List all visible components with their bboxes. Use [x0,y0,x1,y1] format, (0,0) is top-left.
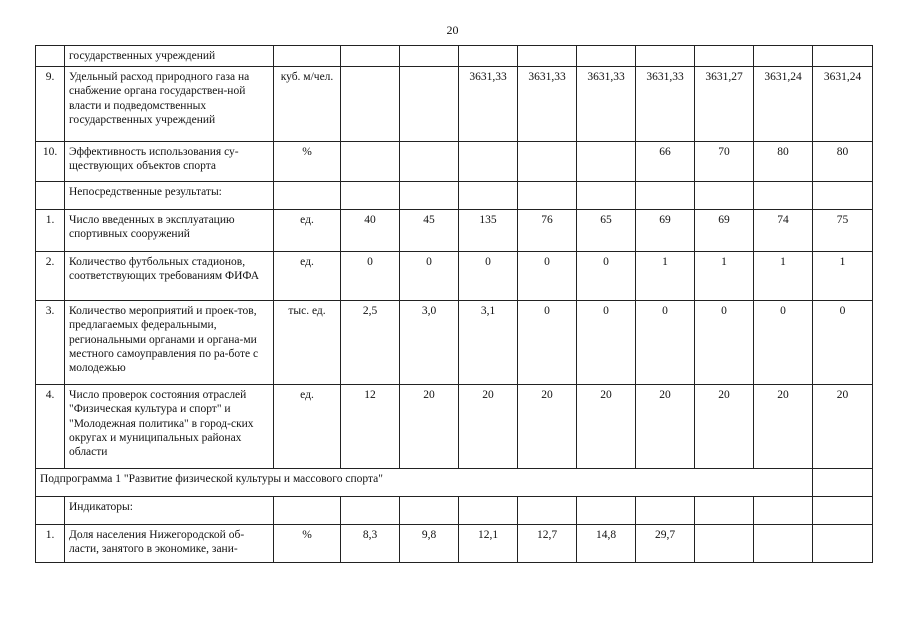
value-cell: 8,3 [341,525,400,563]
value-cell: 20 [813,385,873,469]
value-cell: 70 [695,142,754,182]
table-row [36,142,873,182]
value-cell: 0 [577,252,636,301]
value-cell [400,67,459,142]
value-cell [518,182,577,210]
unit-of-measure: куб. м/чел. [274,67,341,142]
indicator-name: Удельный расход природного газа на снабжение органа государствен-ной власти и подведомственных государственных учреждений [65,67,274,142]
value-cell: 3631,27 [695,67,754,142]
value-cell: 2,5 [341,301,400,385]
value-cell: 3,1 [459,301,518,385]
value-cell: 0 [695,301,754,385]
value-cell: 0 [577,301,636,385]
row-number: 9. [36,67,65,142]
indicators-table [35,45,873,563]
row-number: 4. [36,385,65,469]
value-cell: 3631,33 [459,67,518,142]
value-cell: 3631,24 [813,67,873,142]
table-row [36,301,873,385]
value-cell: 3,0 [400,301,459,385]
value-cell: 135 [459,210,518,252]
value-cell: 9,8 [400,525,459,563]
value-cell [636,46,695,67]
value-cell: 3631,33 [577,67,636,142]
value-cell: 0 [400,252,459,301]
indicator-name: государственных учреждений [65,46,274,67]
indicator-name: Количество мероприятий и проек-тов, предлагаемых федеральными, региональными органами и органа-ми местного самоуправления по ра-боте с молодежью [65,301,274,385]
value-cell [341,497,400,525]
value-cell: 20 [754,385,813,469]
value-cell [754,497,813,525]
value-cell [754,182,813,210]
value-cell: 69 [636,210,695,252]
value-cell: 3631,33 [518,67,577,142]
table-body [36,46,873,563]
value-cell: 12 [341,385,400,469]
subprogram-row [36,469,873,497]
value-cell: 20 [577,385,636,469]
value-cell [341,182,400,210]
value-cell: 20 [400,385,459,469]
table-row [36,67,873,142]
value-cell [636,182,695,210]
value-cell: 20 [518,385,577,469]
value-cell [813,182,873,210]
value-cell [400,142,459,182]
value-cell [754,525,813,563]
value-cell: 29,7 [636,525,695,563]
value-cell: 0 [754,301,813,385]
table-row [36,497,873,525]
value-cell [459,182,518,210]
table-row [36,525,873,563]
value-cell: 0 [341,252,400,301]
value-cell: 75 [813,210,873,252]
value-cell [813,497,873,525]
value-cell: 65 [577,210,636,252]
value-cell: 0 [636,301,695,385]
unit-of-measure [274,182,341,210]
value-cell [400,497,459,525]
table-row [36,252,873,301]
row-number: 1. [36,210,65,252]
indicator-name: Доля населения Нижегородской об-ласти, занятого в экономике, зани- [65,525,274,563]
value-cell: 12,1 [459,525,518,563]
value-cell [518,142,577,182]
value-cell: 0 [518,301,577,385]
value-cell: 1 [754,252,813,301]
unit-of-measure: тыс. ед. [274,301,341,385]
value-cell [695,525,754,563]
indicator-name: Индикаторы: [65,497,274,525]
indicator-name: Число введенных в эксплуатацию спортивных сооружений [65,210,274,252]
value-cell: 1 [636,252,695,301]
indicator-name: Непосредственные результаты: [65,182,274,210]
unit-of-measure: ед. [274,252,341,301]
subprogram-title: Подпрограмма 1 "Развитие физической культуры и массового спорта" [36,469,813,497]
value-cell: 80 [813,142,873,182]
value-cell: 20 [695,385,754,469]
indicator-name: Число проверок состояния отраслей "Физическая культура и спорт" и "Молодежная политика" в город-ских округах и муниципальных районах области [65,385,274,469]
value-cell [459,142,518,182]
value-cell: 69 [695,210,754,252]
table-cell [813,469,873,497]
value-cell: 0 [813,301,873,385]
value-cell [577,142,636,182]
value-cell: 0 [459,252,518,301]
value-cell: 66 [636,142,695,182]
value-cell: 3631,24 [754,67,813,142]
page-number: 20 [446,23,459,37]
value-cell: 12,7 [518,525,577,563]
unit-of-measure: ед. [274,210,341,252]
indicator-name: Количество футбольных стадионов, соответствующих требованиям ФИФА [65,252,274,301]
value-cell [695,182,754,210]
value-cell: 3631,33 [636,67,695,142]
value-cell [695,497,754,525]
value-cell: 1 [813,252,873,301]
value-cell [341,67,400,142]
value-cell [695,46,754,67]
value-cell [636,497,695,525]
table-row [36,385,873,469]
value-cell: 20 [636,385,695,469]
row-number: 3. [36,301,65,385]
value-cell [400,182,459,210]
value-cell [813,525,873,563]
value-cell: 40 [341,210,400,252]
row-number: 2. [36,252,65,301]
value-cell: 74 [754,210,813,252]
value-cell [459,497,518,525]
value-cell [459,46,518,67]
value-cell [400,46,459,67]
value-cell [813,46,873,67]
table-row [36,182,873,210]
unit-of-measure [274,497,341,525]
row-number: 1. [36,525,65,563]
value-cell [341,46,400,67]
value-cell [518,497,577,525]
value-cell: 76 [518,210,577,252]
value-cell [341,142,400,182]
table-row [36,46,873,67]
value-cell: 20 [459,385,518,469]
row-number [36,497,65,525]
value-cell [577,46,636,67]
row-number: 10. [36,142,65,182]
value-cell [577,497,636,525]
unit-of-measure: % [274,525,341,563]
unit-of-measure [274,46,341,67]
value-cell: 14,8 [577,525,636,563]
table-row [36,210,873,252]
unit-of-measure: ед. [274,385,341,469]
value-cell: 80 [754,142,813,182]
row-number [36,46,65,67]
value-cell: 1 [695,252,754,301]
unit-of-measure: % [274,142,341,182]
value-cell [754,46,813,67]
indicator-name: Эффективность использования су-ществующих объектов спорта [65,142,274,182]
value-cell [518,46,577,67]
value-cell: 45 [400,210,459,252]
row-number [36,182,65,210]
value-cell: 0 [518,252,577,301]
value-cell [577,182,636,210]
